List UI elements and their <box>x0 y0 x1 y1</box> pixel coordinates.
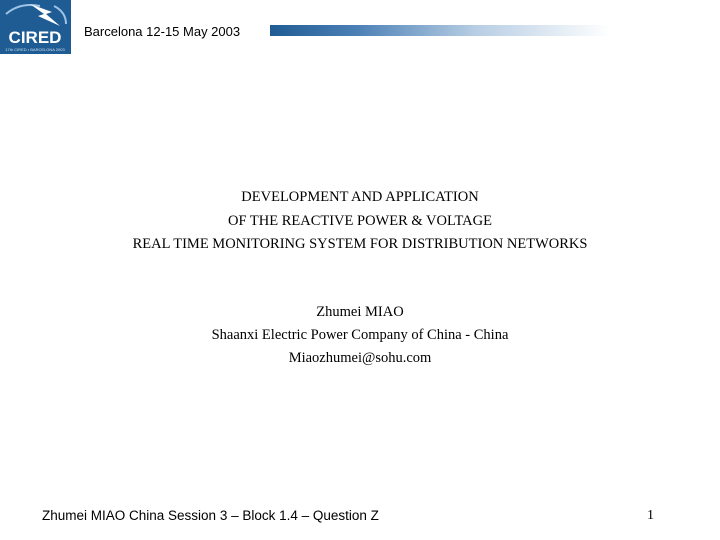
title-line-1: DEVELOPMENT AND APPLICATION <box>241 189 479 205</box>
cired-logo-graphic <box>0 0 71 54</box>
event-date-label: Barcelona 12-15 May 2003 <box>84 24 241 39</box>
author-name: Zhumei MIAO <box>316 304 404 320</box>
author-affiliation: Shaanxi Electric Power Company of China - China <box>211 327 509 343</box>
footer-session-info: Zhumei MIAO China Session 3 – Block 1.4 – Question Z <box>42 508 379 523</box>
title-line-2: OF THE REACTIVE POWER & VOLTAGE <box>227 212 492 229</box>
title-line-3: REAL TIME MONITORING SYSTEM FOR DISTRIBUTION NETWORKS <box>132 236 588 252</box>
header-gradient-bar <box>270 25 610 36</box>
author-email: Miaozhumei@sohu.com <box>288 350 432 366</box>
author-info <box>0 301 720 370</box>
logo-wordmark: CIRED <box>8 28 62 47</box>
cired-logo <box>0 0 71 54</box>
logo-subtext: 17th CIRED • BARCELONA 2003 <box>5 47 65 52</box>
page-number: 1 <box>647 508 654 523</box>
presentation-title <box>0 186 720 257</box>
